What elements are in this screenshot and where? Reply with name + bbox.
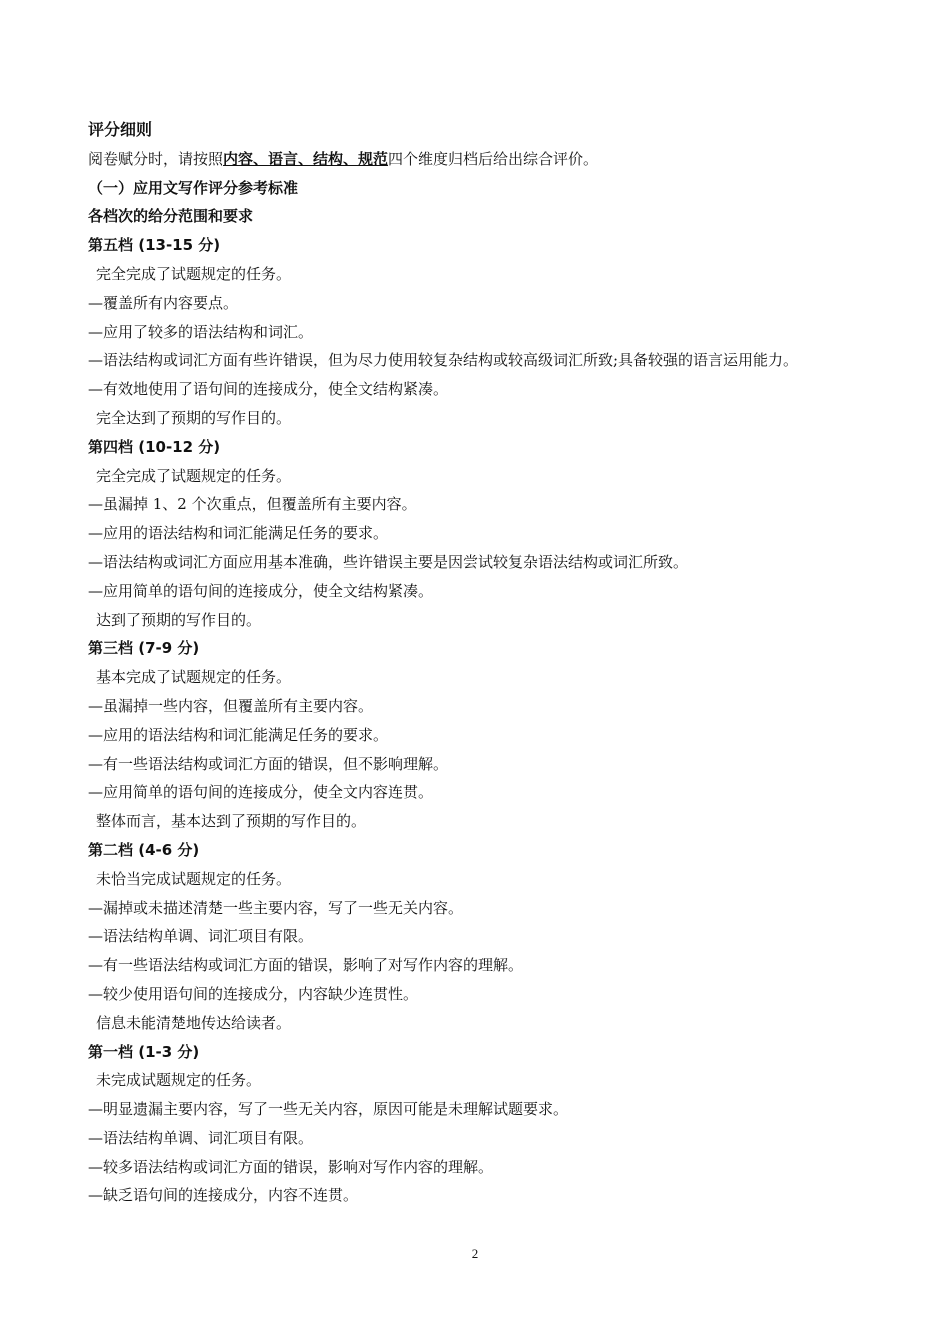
level-block: [88, 231, 878, 433]
level-block: [88, 1038, 878, 1211]
level-item: —较多语法结构或词汇方面的错误，影响对写作内容的理解。: [88, 1157, 494, 1176]
level-summary: 基本完成了试题规定的任务。: [96, 668, 292, 687]
level-item: —较少使用语句间的连接成分，内容缺少连贯性。: [88, 984, 419, 1003]
intro-paragraph: [88, 145, 878, 174]
level-item: —覆盖所有内容要点。: [88, 293, 239, 312]
intro-emphasis: 内容、语言、结构、规范: [223, 149, 389, 168]
level-summary: 完全完成了试题规定的任务。: [96, 264, 292, 283]
level-item: —语法结构或词汇方面有些许错误，但为尽力使用较复杂结构或较高级词汇所致;具备较强的语言运用能力。: [88, 351, 799, 370]
level-block: [88, 433, 878, 635]
level-title: 第三档 (7-9 分): [88, 639, 200, 658]
document-body: [88, 116, 878, 1210]
page-number: 2: [471, 1246, 479, 1261]
intro-suffix: 四个维度归档后给出综合评价。: [388, 149, 599, 168]
level-title: 第五档 (13-15 分): [88, 236, 221, 255]
level-title: 第一档 (1-3 分): [88, 1042, 200, 1061]
level-block: [88, 634, 878, 836]
intro-prefix: 阅卷赋分时，请按照: [88, 149, 224, 168]
level-block: [88, 836, 878, 1038]
level-conclusion: 完全达到了预期的写作目的。: [96, 408, 292, 427]
level-conclusion: 达到了预期的写作目的。: [96, 610, 262, 629]
level-item: —应用简单的语句间的连接成分，使全文内容连贯。: [88, 783, 434, 802]
level-conclusion: 信息未能清楚地传达给读者。: [96, 1013, 292, 1032]
level-item: —应用简单的语句间的连接成分，使全文结构紧凑。: [88, 581, 434, 600]
level-title: 第四档 (10-12 分): [88, 437, 221, 456]
level-item: —应用了较多的语法结构和词汇。: [88, 322, 314, 341]
level-item: —有一些语法结构或词汇方面的错误，但不影响理解。: [88, 754, 449, 773]
level-item: —明显遗漏主要内容，写了一些无关内容，原因可能是未理解试题要求。: [88, 1100, 569, 1119]
level-item: —虽漏掉一些内容，但覆盖所有主要内容。: [88, 696, 374, 715]
level-item: —有一些语法结构或词汇方面的错误，影响了对写作内容的理解。: [88, 956, 524, 975]
level-item: —缺乏语句间的连接成分，内容不连贯。: [88, 1186, 359, 1205]
level-item: —应用的语法结构和词汇能满足任务的要求。: [88, 725, 389, 744]
section-title: （一）应用文写作评分参考标准: [88, 178, 299, 197]
page-heading: 评分细则: [88, 120, 153, 139]
level-item: —语法结构单调、词汇项目有限。: [88, 927, 314, 946]
section-subtitle: 各档次的给分范围和要求: [88, 207, 254, 226]
level-item: —语法结构或词汇方面应用基本准确，些许错误主要是因尝试较复杂语法结构或词汇所致。: [88, 552, 689, 571]
level-item: —漏掉或未描述清楚一些主要内容，写了一些无关内容。: [88, 898, 464, 917]
level-conclusion: 整体而言，基本达到了预期的写作目的。: [96, 812, 367, 831]
level-title: 第二档 (4-6 分): [88, 840, 200, 859]
level-summary: 未恰当完成试题规定的任务。: [96, 869, 292, 888]
level-item: —虽漏掉 1、2 个次重点，但覆盖所有主要内容。: [88, 495, 417, 514]
level-summary: 未完成试题规定的任务。: [96, 1071, 262, 1090]
level-item: —有效地使用了语句间的连接成分，使全文结构紧凑。: [88, 380, 449, 399]
level-summary: 完全完成了试题规定的任务。: [96, 466, 292, 485]
level-item: —应用的语法结构和词汇能满足任务的要求。: [88, 524, 389, 543]
level-item: —语法结构单调、词汇项目有限。: [88, 1128, 314, 1147]
